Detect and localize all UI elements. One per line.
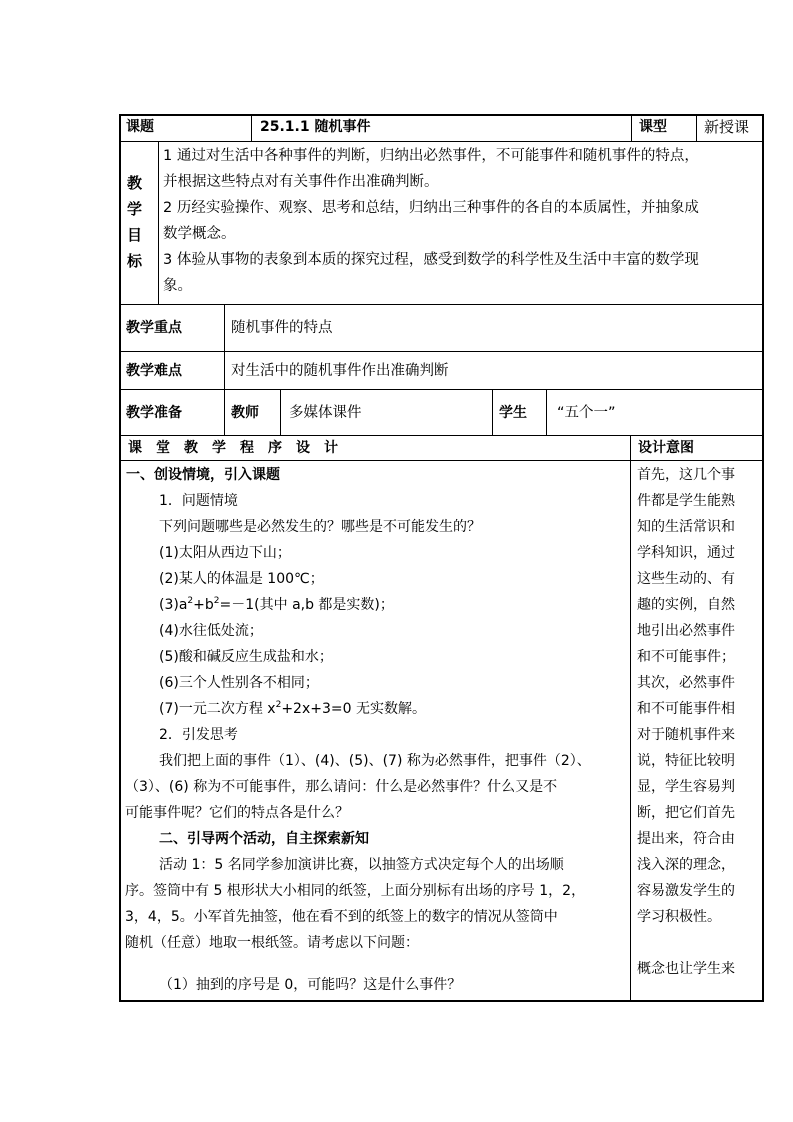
paragraph-line: （3）、(6) 称为不可能事件，那么请问：什么是必然事件？什么又是不 — [125, 779, 558, 795]
design-intent-line: 提出来，符合由 — [637, 831, 735, 847]
list-item: $(3)a^2+b^2=-1$(其中 a,b 都是实数)； — [159, 596, 394, 613]
col-divider — [280, 389, 281, 436]
row-divider — [119, 141, 764, 142]
design-intent-line: 和不可能事件相 — [637, 701, 735, 717]
objectives-label-char: 目 — [127, 226, 143, 244]
teacher-label: 教师 — [231, 405, 259, 421]
student-value: “五个一” — [557, 405, 616, 421]
row-divider — [119, 351, 764, 352]
col-divider — [696, 114, 697, 142]
section2-title: 二、引导两个活动，自主探索新知 — [159, 831, 369, 847]
list-item: (4)水往低处流； — [159, 623, 263, 639]
key-point-label: 教学重点 — [126, 320, 182, 336]
col-divider — [492, 389, 493, 436]
key-point-value: 随机事件的特点 — [231, 320, 333, 336]
paragraph-line: 随机（任意）地取一根纸签。请考虑以下问题： — [125, 935, 419, 951]
design-intent-line: 概念也让学生来 — [637, 961, 735, 977]
table-border-left — [119, 114, 121, 1002]
table-border-top — [119, 114, 764, 116]
col-divider — [158, 141, 159, 305]
col-divider — [631, 114, 632, 142]
row-divider — [119, 304, 764, 305]
difficulty-value: 对生活中的随机事件作出准确判断 — [231, 363, 449, 379]
student-label: 学生 — [499, 405, 527, 421]
subsection-title: 2．引发思考 — [159, 727, 238, 743]
section1-title: 一、创设情境，引入课题 — [126, 467, 280, 483]
design-intent-line: 浅入深的理念， — [637, 857, 735, 873]
design-intent-line: 说，特征比较明 — [637, 753, 735, 769]
objective-line: 1 通过对生活中各种事件的判断，归纳出必然事件，不可能事件和随机事件的特点， — [163, 148, 699, 164]
design-intent-line: 地引出必然事件 — [637, 623, 735, 639]
list-item: (7)一元二次方程 $x^2+2x+3=0$ 无实数解。 — [159, 700, 426, 717]
topic-label: 课题 — [126, 119, 154, 135]
design-intent-line: 和不可能事件； — [637, 649, 735, 665]
paragraph-line: 活动 1：5 名同学参加演讲比赛，以抽签方式决定每个人的出场顺 — [159, 857, 564, 873]
design-intent-line: 这些生动的、有 — [637, 571, 735, 587]
design-intent-line: 学科知识，通过 — [637, 545, 735, 561]
topic-value: 25.1.1 随机事件 — [260, 119, 371, 135]
objectives-label-char: 学 — [127, 200, 143, 218]
teacher-value: 多媒体课件 — [289, 405, 362, 421]
design-intent-line: 首先，这几个事 — [637, 467, 735, 483]
type-value: 新授课 — [704, 118, 750, 136]
col-divider — [251, 114, 252, 142]
subsection-title: 1．问题情境 — [159, 493, 238, 509]
design-intent-line: 知的生活常识和 — [637, 519, 735, 535]
objectives-label-char: 标 — [127, 252, 143, 270]
col-divider — [630, 435, 631, 1001]
design-intent-line: 其次，必然事件 — [637, 675, 735, 691]
design-intent-line: 件都是学生能熟 — [637, 493, 735, 509]
col-divider — [546, 389, 547, 436]
question-text: 下列问题哪些是必然发生的？哪些是不可能发生的？ — [159, 519, 481, 535]
design-intent-line: 断，把它们首先 — [637, 805, 735, 821]
design-intent-line: 学习积极性。 — [637, 909, 721, 925]
col-divider — [224, 304, 225, 436]
question-line: （1）抽到的序号是 0，可能吗？这是什么事件？ — [159, 977, 462, 993]
paragraph-line: 序。签筒中有 5 根形状大小相同的纸签，上面分别标有出场的序号 1，2， — [125, 883, 586, 899]
list-item: (1)太阳从西边下山； — [159, 545, 291, 561]
objective-line: 象。 — [163, 278, 192, 294]
design-intent-line: 对于随机事件来 — [637, 727, 735, 743]
program-title: 课 堂 教 学 程 序 设 计 — [128, 440, 338, 456]
objectives-label-char: 教 — [127, 174, 143, 192]
row-divider — [119, 389, 764, 390]
design-intent-line: 显，学生容易判 — [637, 779, 735, 795]
objective-line: 并根据这些特点对有关事件作出准确判断。 — [163, 174, 439, 190]
objective-line: 数学概念。 — [163, 226, 236, 242]
design-intent-line: 容易激发学生的 — [637, 883, 735, 899]
objective-line: 3 体验从事物的表象到本质的探究过程，感受到数学的科学性及生活中丰富的数学现 — [163, 252, 699, 268]
paragraph-line: 可能事件呢？它们的特点各是什么？ — [125, 805, 349, 821]
paragraph-line: 3，4，5。小军首先抽签，他在看不到的纸签上的数字的情况从签筒中 — [125, 909, 558, 925]
intent-title: 设计意图 — [638, 440, 694, 456]
paragraph-line: 我们把上面的事件（1）、(4)、(5)、(7) 称为必然事件，把事件（2）、 — [159, 753, 591, 769]
list-item: (6)三个人性别各不相同； — [159, 675, 319, 691]
lesson-plan-table — [119, 114, 764, 1002]
difficulty-label: 教学难点 — [126, 363, 182, 379]
objective-line: 2 历经实验操作、观察、思考和总结，归纳出三种事件的各自的本质属性，并抽象成 — [163, 200, 699, 216]
table-border-right — [762, 114, 764, 1002]
list-item: (5)酸和碱反应生成盐和水； — [159, 649, 333, 665]
design-intent-line: 趣的实例，自然 — [637, 597, 735, 613]
list-item: (2)某人的体温是 100℃； — [159, 571, 324, 587]
type-label: 课型 — [639, 119, 667, 135]
row-divider — [119, 435, 764, 436]
preparation-label: 教学准备 — [126, 405, 182, 421]
table-border-bottom — [119, 1000, 764, 1002]
row-divider — [119, 460, 764, 461]
